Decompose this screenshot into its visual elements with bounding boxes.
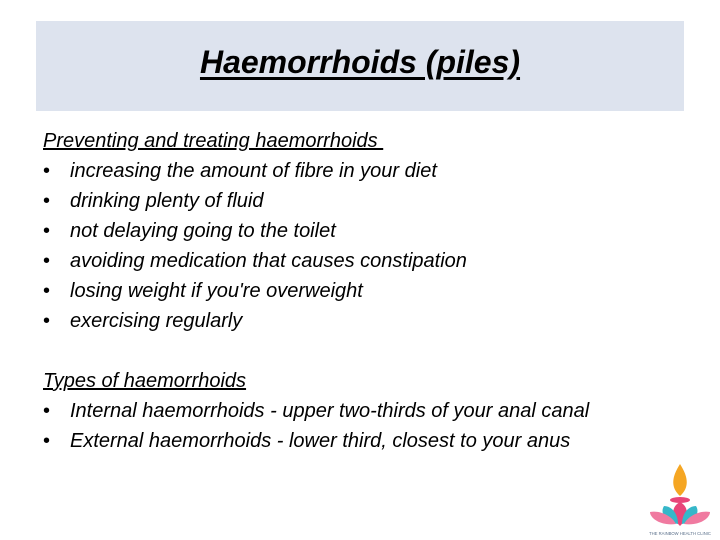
section-spacer (43, 336, 703, 366)
bullet-icon: • (43, 430, 51, 452)
bullet-icon: • (43, 250, 51, 272)
list-item (43, 246, 703, 276)
list-item (43, 396, 703, 426)
list-item-text: Internal haemorrhoids - upper two-thirds of your anal canal (70, 400, 590, 422)
slide-title: Haemorrhoids (piles) (199, 44, 521, 80)
bullet-icon: • (43, 400, 51, 422)
list-item-text: drinking plenty of fluid (70, 190, 264, 212)
bullet-icon: • (43, 220, 51, 242)
types-heading: Types of haemorrhoids (43, 370, 247, 392)
bullet-icon: • (43, 160, 51, 182)
types-list (43, 396, 703, 456)
list-item (43, 306, 703, 336)
prevention-list (43, 156, 703, 336)
logo-caption: THE RAINBOW HEALTH CLINIC (649, 531, 711, 536)
list-item-text: avoiding medication that causes constipation (70, 250, 467, 272)
flame-icon (673, 464, 687, 496)
list-item-text: exercising regularly (70, 310, 243, 332)
list-item-text: External haemorrhoids - lower third, closest to your anus (70, 430, 571, 452)
list-item-text: not delaying going to the toilet (70, 220, 336, 242)
bullet-icon: • (43, 190, 51, 212)
prevention-heading: Preventing and treating haemorrhoids (43, 130, 384, 152)
list-item-text: losing weight if you're overweight (70, 280, 363, 302)
list-item (43, 426, 703, 456)
list-item (43, 276, 703, 306)
list-item (43, 186, 703, 216)
bullet-icon: • (43, 310, 51, 332)
slide-content (43, 126, 703, 456)
list-item (43, 156, 703, 186)
list-item (43, 216, 703, 246)
lotus-lamp-logo (640, 460, 720, 540)
bullet-icon: • (43, 280, 51, 302)
list-item-text: increasing the amount of fibre in your diet (70, 160, 437, 182)
